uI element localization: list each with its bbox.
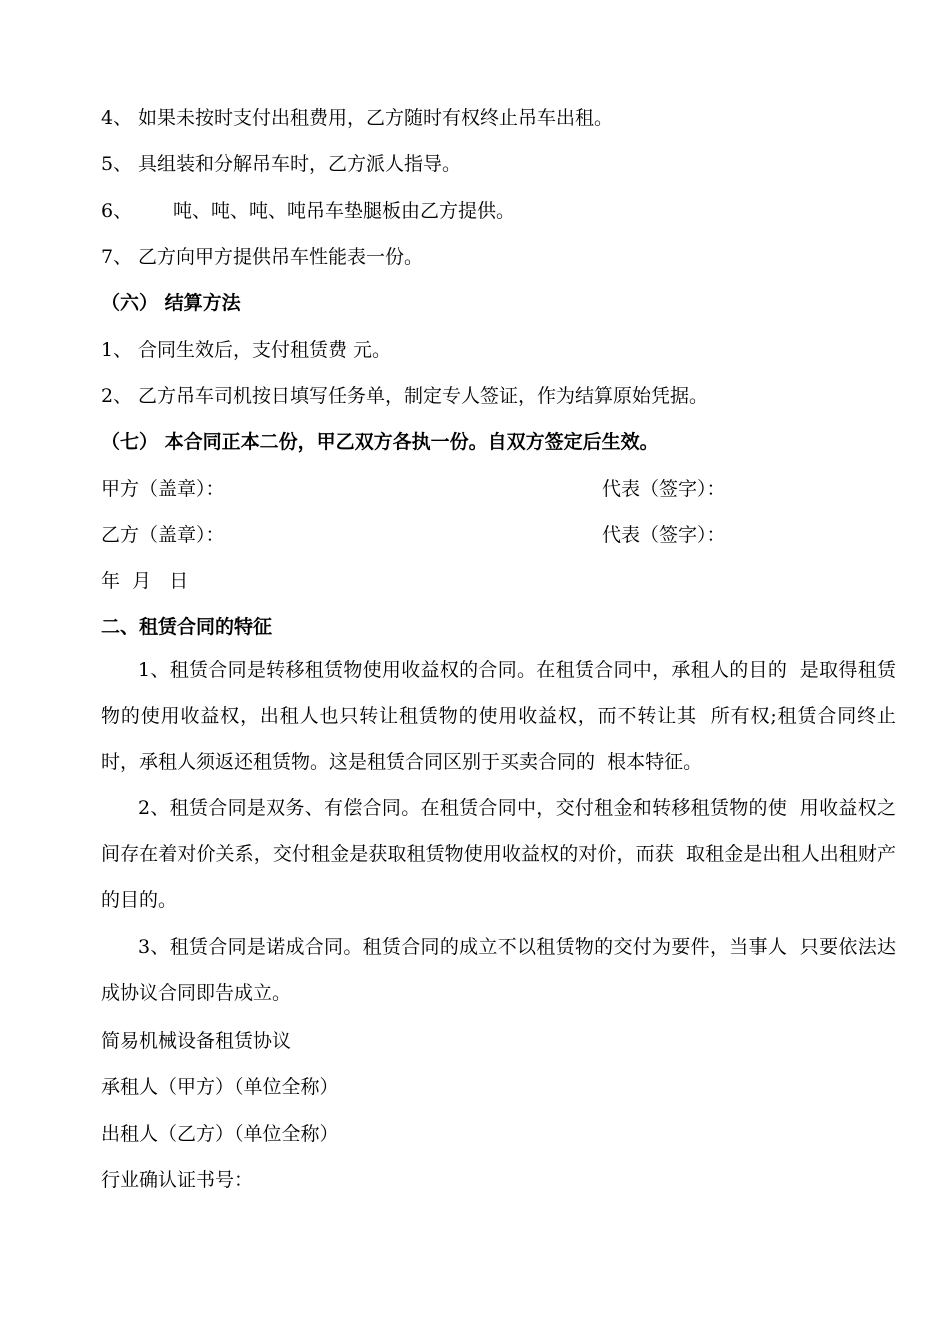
list-item	[101, 338, 391, 362]
lessor-line: 出租人（乙方）（单位全称）	[101, 1123, 339, 1145]
paragraph-text: 租赁合同是双务、有偿合同。在租赁合同中，交付租金和转移租赁物的使 用收益权之间存在着对价关系，交付租金是获取租赁物使用收益权的对价，而获 取租金是出租人出租财产的目的。	[101, 797, 896, 911]
section-number: （七）	[101, 431, 159, 453]
paragraph-text: 租赁合同是诺成合同。租赁合同的成立不以租赁物的交付为要件，当事人 只要依法达成协议合同即告成立。	[101, 936, 896, 1004]
item-text: 吨、吨、吨、吨吊车垫腿板由乙方提供。	[173, 200, 516, 222]
list-item	[101, 106, 613, 130]
section-title: 结算方法	[164, 292, 241, 314]
party-b-seal: 乙方（盖章）：	[101, 524, 225, 546]
item-text: 具组装和分解吊车时，乙方派人指导。	[138, 153, 462, 175]
item-number: 7、	[101, 246, 133, 268]
list-item	[101, 384, 708, 408]
signing-date: 年 月 日	[101, 570, 189, 592]
paragraph	[101, 785, 896, 923]
party-b-representative: 代表（签字）：	[602, 524, 726, 546]
chapter-heading: 二、租赁合同的特征	[101, 616, 273, 638]
paragraph-number: 2、	[138, 797, 170, 819]
list-item	[101, 245, 423, 269]
section-number: （六）	[101, 292, 159, 314]
section-heading	[101, 430, 659, 454]
item-text: 合同生效后，支付租赁费 元。	[138, 339, 392, 361]
item-number: 5、	[101, 153, 133, 175]
paragraph-text: 租赁合同是转移租赁物使用收益权的合同。在租赁合同中，承租人的目的 是取得租赁物的使用收益权，出租人也只转让租赁物的使用收益权，而不转让其 所有权;租赁合同终止时，承租人须返还租赁物。这是租赁合同区别于买卖合同的 根本特征。	[101, 659, 896, 773]
item-number: 4、	[101, 107, 133, 129]
item-text: 乙方向甲方提供吊车性能表一份。	[138, 246, 424, 268]
section-title: 本合同正本二份，甲乙双方各执一份。自双方签定后生效。	[164, 431, 659, 453]
certificate-number-line: 行业确认证书号：	[101, 1169, 254, 1191]
item-number: 6、	[101, 200, 133, 222]
item-number: 1、	[101, 339, 133, 361]
section-heading	[101, 291, 241, 315]
paragraph	[101, 924, 896, 1016]
party-a-representative: 代表（签字）：	[602, 478, 726, 500]
paragraph-number: 1、	[138, 659, 170, 681]
item-text: 乙方吊车司机按日填写任务单，制定专人签证，作为结算原始凭据。	[138, 385, 709, 407]
paragraph	[101, 647, 896, 785]
paragraph-number: 3、	[138, 936, 170, 958]
party-a-seal: 甲方（盖章）：	[101, 478, 225, 500]
lessee-line: 承租人（甲方）（单位全称）	[101, 1076, 339, 1098]
item-number: 2、	[101, 385, 133, 407]
list-item	[101, 199, 515, 223]
agreement-title: 简易机械设备租赁协议	[101, 1030, 292, 1052]
list-item	[101, 152, 461, 176]
item-text: 如果未按时支付出租费用，乙方随时有权终止吊车出租。	[138, 107, 614, 129]
